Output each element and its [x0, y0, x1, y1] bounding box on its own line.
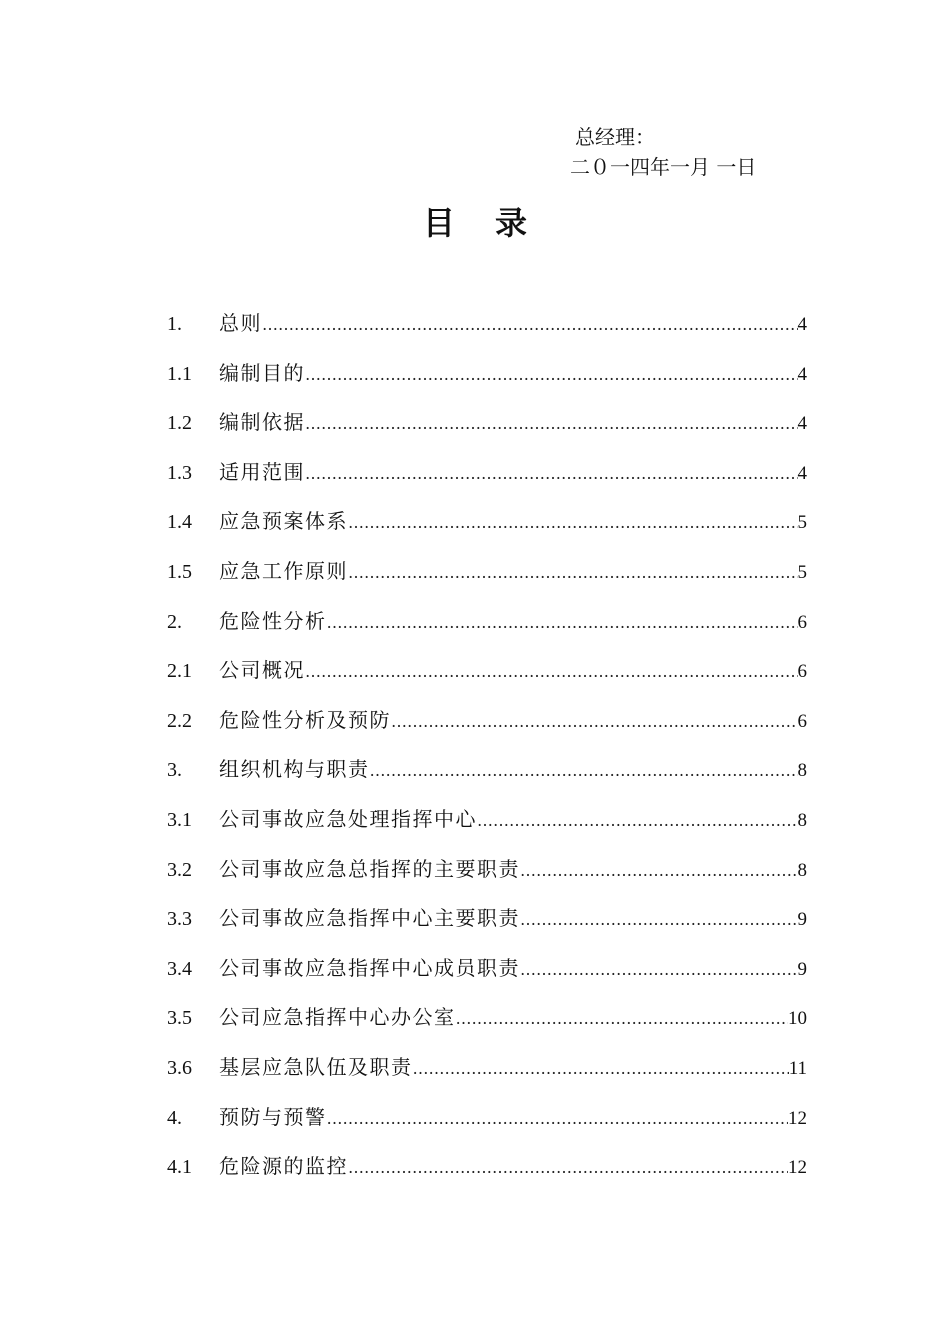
- toc-dot-leader: [262, 315, 798, 334]
- toc-title: 目录: [422, 204, 567, 242]
- toc-entry-title: 公司应急指挥中心办公室: [219, 1005, 456, 1030]
- toc-entry[interactable]: [167, 505, 807, 555]
- toc-entry-number: 3.4: [167, 957, 192, 980]
- toc-entry-number: 1.5: [167, 560, 192, 583]
- toc-dot-leader: [305, 365, 798, 384]
- toc-dot-leader: [477, 811, 798, 830]
- toc-entry-number: 2.: [167, 610, 182, 633]
- toc-entry[interactable]: [167, 803, 807, 853]
- toc-dot-leader: [348, 563, 798, 582]
- toc-entry-title: 危险源的监控: [219, 1154, 348, 1179]
- signature-block: [570, 122, 756, 182]
- toc-entry-number: 1.: [167, 313, 182, 335]
- toc-entry[interactable]: [167, 456, 807, 506]
- toc-entry[interactable]: [167, 1051, 807, 1101]
- toc-entry-title: 公司事故应急处理指挥中心: [219, 806, 477, 831]
- toc-entry[interactable]: [167, 605, 807, 655]
- toc-entry-page: 9: [797, 958, 807, 980]
- toc-entry-page: 6: [797, 710, 807, 732]
- toc-entry-title: 公司事故应急指挥中心成员职责: [219, 955, 520, 980]
- toc-entry-number: 2.1: [167, 660, 192, 683]
- toc-entry-number: 3.1: [167, 808, 192, 831]
- toc-entry-title: 危险性分析及预防: [219, 707, 391, 732]
- table-of-contents: [167, 307, 807, 1200]
- toc-entry[interactable]: [167, 357, 807, 407]
- toc-dot-leader: [456, 1009, 789, 1028]
- toc-entry-page: 8: [797, 760, 807, 782]
- toc-dot-leader: [327, 613, 798, 632]
- toc-entry-number: 1.2: [167, 412, 192, 435]
- toc-dot-leader: [348, 513, 798, 532]
- toc-entry-title: 应急工作原则: [219, 558, 348, 583]
- toc-entry-number: 1.3: [167, 461, 192, 484]
- toc-entry-page: 8: [797, 859, 807, 881]
- toc-entry-page: 8: [797, 809, 807, 831]
- toc-entry-number: 1.4: [167, 511, 192, 534]
- toc-entry-title: 总则: [219, 311, 262, 335]
- toc-entry[interactable]: [167, 1001, 807, 1051]
- toc-entry-title: 应急预案体系: [219, 509, 348, 534]
- toc-entry-title: 公司事故应急指挥中心主要职责: [219, 906, 520, 931]
- toc-dot-leader: [520, 861, 798, 880]
- toc-entry[interactable]: [167, 1150, 807, 1200]
- toc-dot-leader: [348, 1158, 788, 1177]
- toc-entry-number: 4.: [167, 1106, 182, 1129]
- toc-entry-number: 1.1: [167, 362, 192, 385]
- toc-dot-leader: [413, 1059, 789, 1078]
- toc-entry-title: 编制依据: [219, 410, 305, 435]
- toc-entry[interactable]: [167, 307, 807, 357]
- toc-entry-page: 11: [788, 1057, 807, 1079]
- toc-entry-page: 6: [797, 611, 807, 633]
- toc-entry[interactable]: [167, 704, 807, 754]
- toc-entry-page: 4: [797, 363, 807, 385]
- toc-entry-title: 适用范围: [219, 459, 305, 484]
- toc-entry-number: 2.2: [167, 709, 192, 732]
- general-manager-label: 总经理：: [575, 125, 655, 149]
- toc-entry-title: 编制目的: [219, 360, 305, 385]
- toc-dot-leader: [370, 761, 798, 780]
- toc-entry-number: 3.5: [167, 1007, 192, 1030]
- toc-entry-page: 4: [797, 413, 807, 435]
- toc-dot-leader: [391, 712, 798, 731]
- toc-entry-page: 5: [797, 512, 807, 534]
- toc-entry[interactable]: [167, 1101, 807, 1151]
- toc-entry[interactable]: [167, 654, 807, 704]
- toc-entry-number: 4.1: [167, 1156, 192, 1179]
- toc-dot-leader: [305, 414, 798, 433]
- toc-entry[interactable]: [167, 406, 807, 456]
- toc-entry-page: 4: [797, 462, 807, 484]
- toc-entry[interactable]: [167, 853, 807, 903]
- toc-entry-page: 6: [797, 661, 807, 683]
- toc-entry-title: 基层应急队伍及职责: [219, 1054, 413, 1079]
- toc-entry-page: 10: [788, 1008, 807, 1030]
- toc-entry-title: 公司事故应急总指挥的主要职责: [219, 856, 520, 881]
- toc-dot-leader: [520, 910, 798, 929]
- toc-dot-leader: [327, 1109, 789, 1128]
- toc-entry-number: 3.6: [167, 1056, 192, 1079]
- toc-entry[interactable]: [167, 952, 807, 1002]
- toc-entry-page: 4: [797, 314, 807, 335]
- toc-entry-page: 12: [788, 1107, 807, 1129]
- toc-entry-title: 预防与预警: [219, 1104, 327, 1129]
- toc-dot-leader: [305, 662, 798, 681]
- toc-dot-leader: [305, 464, 798, 483]
- toc-dot-leader: [520, 960, 798, 979]
- toc-entry[interactable]: [167, 555, 807, 605]
- toc-entry-title: 公司概况: [219, 658, 305, 683]
- toc-entry-title: 危险性分析: [219, 608, 327, 633]
- toc-entry-number: 3.3: [167, 908, 192, 931]
- toc-entry-page: 9: [797, 909, 807, 931]
- toc-entry[interactable]: [167, 902, 807, 952]
- toc-entry-title: 组织机构与职责: [219, 757, 370, 782]
- signature-date: 二０一四年一月 一日: [570, 155, 757, 179]
- toc-entry-page: 12: [788, 1157, 807, 1179]
- toc-entry[interactable]: [167, 753, 807, 803]
- toc-entry-page: 5: [797, 561, 807, 583]
- toc-entry-number: 3.: [167, 759, 182, 782]
- toc-entry-number: 3.2: [167, 858, 192, 881]
